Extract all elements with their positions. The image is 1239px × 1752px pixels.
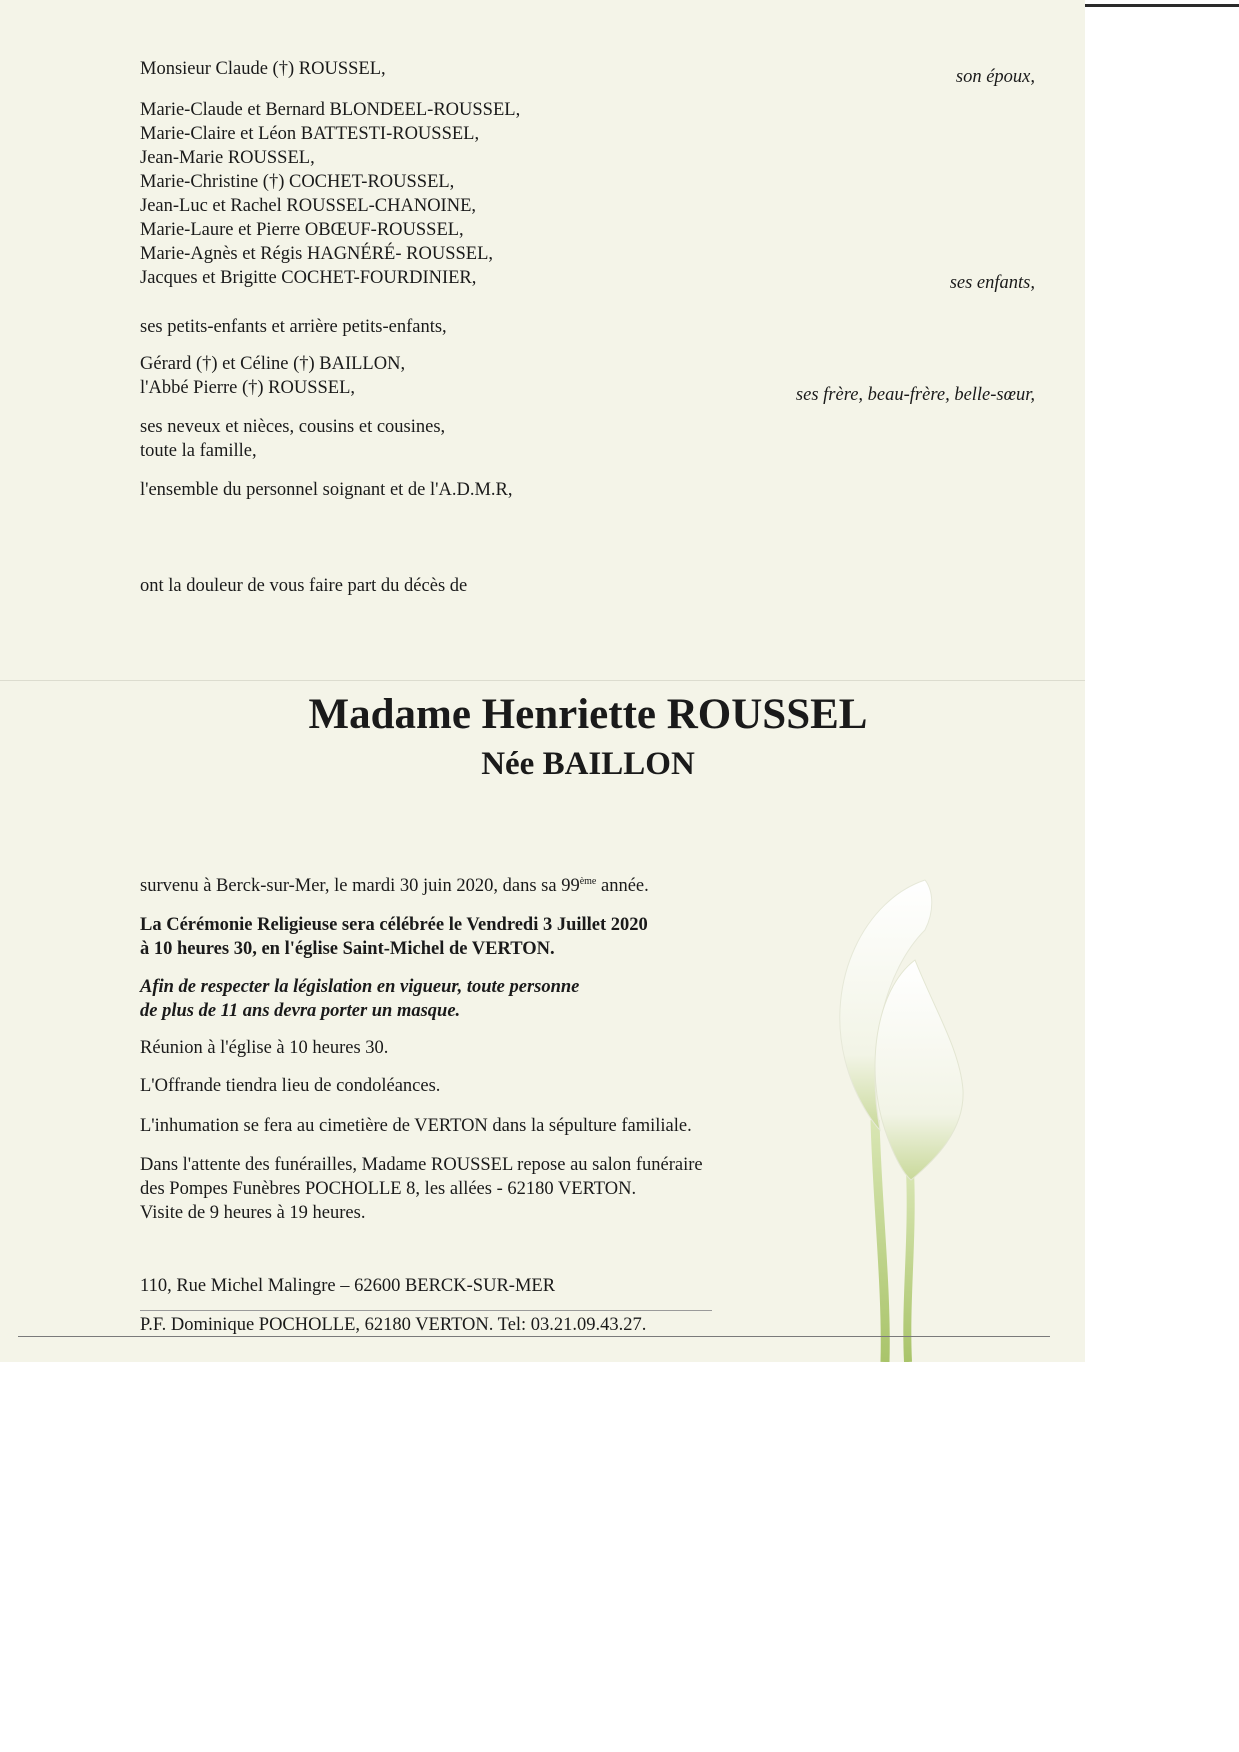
- sibling-line: l'Abbé Pierre (†) ROUSSEL,: [140, 378, 356, 398]
- viewing-line: Visite de 9 heures à 19 heures.: [140, 1203, 366, 1223]
- viewing-line: Dans l'attente des funérailles, Madame ROUSSEL repose au salon funéraire: [140, 1155, 703, 1175]
- children-list: [140, 98, 520, 290]
- deceased-name: Madame Henriette ROUSSEL: [308, 691, 868, 738]
- bottom-rule: [18, 1336, 1050, 1337]
- relatives-line: toute la famille,: [140, 441, 257, 461]
- death-text-end: année.: [596, 876, 649, 896]
- mask-line: Afin de respecter la législation en vigueur, toute personne: [140, 977, 580, 997]
- ceremony-line: La Cérémonie Religieuse sera célébrée le Vendredi 3 Juillet 2020: [140, 915, 648, 935]
- ceremony-line: à 10 heures 30, en l'église Saint-Michel de VERTON.: [140, 939, 555, 959]
- maiden-name: Née BAILLON: [481, 746, 695, 782]
- death-line: [140, 874, 649, 898]
- child-line: Jean-Luc et Rachel ROUSSEL-CHANOINE,: [140, 196, 477, 216]
- sibling-line: Gérard (†) et Céline (†) BAILLON,: [140, 354, 406, 374]
- ordinal-suffix: ème: [579, 875, 597, 887]
- child-line: Jean-Marie ROUSSEL,: [140, 148, 315, 168]
- grandchildren-line: ses petits-enfants et arrière petits-enfants,: [140, 317, 447, 337]
- spouse-role: son époux,: [955, 67, 1035, 87]
- viewing-line: des Pompes Funèbres POCHOLLE 8, les allées - 62180 VERTON.: [140, 1179, 637, 1199]
- siblings-list: [140, 352, 405, 400]
- siblings-role: ses frère, beau-frère, belle-sœur,: [795, 385, 1035, 405]
- child-line: Marie-Claude et Bernard BLONDEEL-ROUSSEL,: [140, 100, 521, 120]
- calla-lily-image: [805, 870, 1035, 1362]
- death-text: survenu à Berck-sur-Mer, le mardi 30 juin 2020, dans sa 99: [140, 876, 580, 896]
- child-line: Marie-Agnès et Régis HAGNÉRÉ- ROUSSEL,: [140, 244, 493, 264]
- funeral-home-line: P.F. Dominique POCHOLLE, 62180 VERTON. Tel: 03.21.09.43.27.: [140, 1315, 647, 1335]
- offering-line: L'Offrande tiendra lieu de condoléances.: [140, 1076, 441, 1096]
- fold-line: [0, 680, 1085, 681]
- address-line: 110, Rue Michel Malingre – 62600 BERCK-SUR-MER: [140, 1276, 556, 1296]
- child-line: Marie-Laure et Pierre OBŒUF-ROUSSEL,: [140, 220, 464, 240]
- child-line: Marie-Christine (†) COCHET-ROUSSEL,: [140, 172, 455, 192]
- meeting-line: Réunion à l'église à 10 heures 30.: [140, 1038, 389, 1058]
- relatives-list: [140, 415, 445, 463]
- staff-line: l'ensemble du personnel soignant et de l'A.D.M.R,: [140, 480, 513, 500]
- scan-edge-mark: [1085, 4, 1239, 7]
- footer-rule: [140, 1310, 712, 1311]
- child-line: Jacques et Brigitte COCHET-FOURDINIER,: [140, 268, 477, 288]
- relatives-line: ses neveux et nièces, cousins et cousines,: [140, 417, 446, 437]
- children-role: ses enfants,: [949, 273, 1035, 293]
- spouse-line: Monsieur Claude (†) ROUSSEL,: [140, 59, 386, 79]
- mask-line: de plus de 11 ans devra porter un masque.: [140, 1001, 461, 1021]
- burial-line: L'inhumation se fera au cimetière de VERTON dans la sépulture familiale.: [140, 1116, 692, 1136]
- announcement-line: ont la douleur de vous faire part du décès de: [140, 576, 468, 596]
- ceremony-notice: [140, 913, 648, 961]
- mask-notice: [140, 975, 579, 1023]
- child-line: Marie-Claire et Léon BATTESTI-ROUSSEL,: [140, 124, 480, 144]
- viewing-info: [140, 1153, 703, 1225]
